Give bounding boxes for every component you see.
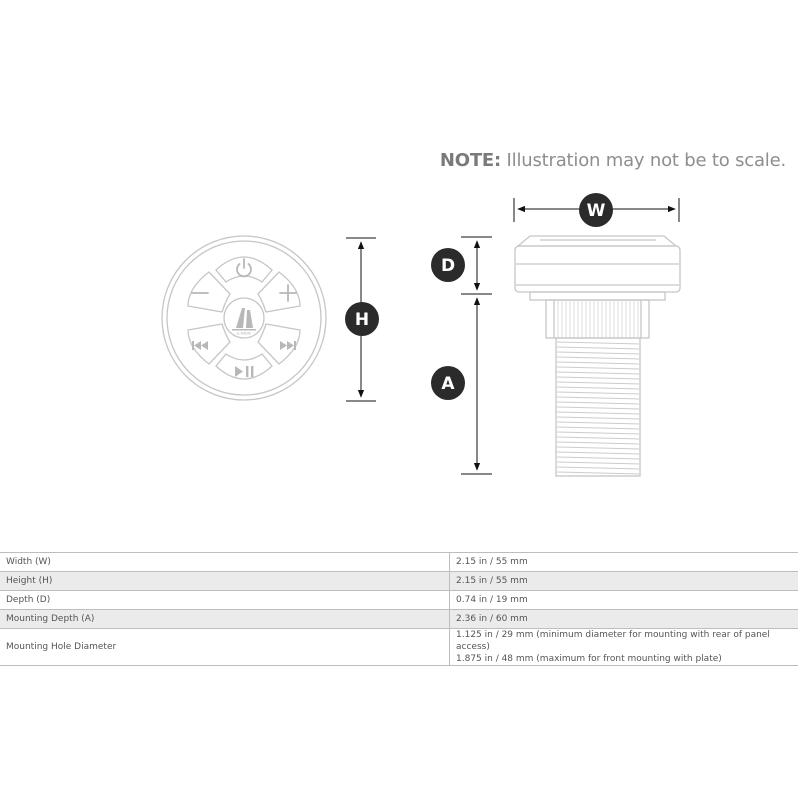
width-label: W	[586, 201, 606, 221]
thread-line	[557, 362, 639, 364]
thread-line	[557, 392, 639, 394]
thread-line	[557, 402, 639, 404]
power-icon	[237, 259, 251, 276]
thread-line	[557, 447, 639, 449]
spec-label: Width (W)	[0, 553, 450, 572]
spec-value: 0.74 in / 19 mm	[450, 591, 799, 610]
thread-line	[557, 457, 639, 459]
play-pause-button[interactable]	[216, 354, 272, 379]
table-row	[0, 572, 798, 591]
spec-value-line: 1.875 in / 48 mm (maximum for front mounting with plate)	[456, 654, 722, 664]
thread-line	[557, 372, 639, 374]
thread-line	[557, 437, 639, 439]
note-label: NOTE:	[439, 150, 502, 171]
thread-line	[557, 412, 639, 414]
thread-line	[557, 367, 639, 369]
knurled-collar	[546, 300, 649, 338]
thread-line	[557, 442, 639, 444]
table-row	[0, 629, 798, 666]
thread-line	[557, 432, 639, 434]
volume-down-button[interactable]	[188, 272, 230, 312]
jl-logo-icon	[232, 308, 256, 331]
thread-line	[557, 352, 639, 354]
thread-line	[557, 467, 639, 469]
table-row	[0, 591, 798, 610]
spec-label: Mounting Depth (A)	[0, 610, 450, 629]
spec-value: 2.15 in / 55 mm	[450, 572, 799, 591]
spec-label: Depth (D)	[0, 591, 450, 610]
logo-text: JL AUDIO	[236, 331, 252, 336]
thread-line	[557, 417, 639, 419]
cap-top	[518, 236, 676, 246]
thread-line	[557, 407, 639, 409]
depth-dimension	[461, 237, 492, 294]
specs-table	[0, 552, 798, 666]
thread-line	[557, 427, 639, 429]
mounting-depth-label: A	[441, 374, 455, 394]
thread-line	[557, 387, 639, 389]
mounting-depth-dimension	[461, 298, 492, 474]
remote-side-view	[515, 236, 680, 476]
next-track-button[interactable]	[258, 324, 300, 364]
volume-up-button[interactable]	[258, 272, 300, 312]
thread-line	[557, 397, 639, 399]
height-label: H	[354, 310, 370, 330]
thread-line	[557, 377, 639, 379]
thread-line	[557, 422, 639, 424]
spec-label: Mounting Hole Diameter	[0, 629, 450, 666]
thread-line	[557, 342, 639, 344]
knurl-lines	[558, 301, 638, 337]
table-row	[0, 553, 798, 572]
spec-label: Height (H)	[0, 572, 450, 591]
spec-value-line: 1.125 in / 29 mm (minimum diameter for mounting with rear of panel access)	[456, 630, 770, 652]
play-pause-icon	[235, 366, 253, 377]
spec-value	[450, 629, 799, 666]
thread-line	[557, 472, 639, 474]
note-text: Illustration may not be to scale.	[501, 150, 786, 171]
previous-track-button[interactable]	[188, 324, 230, 364]
spec-value: 2.15 in / 55 mm	[450, 553, 799, 572]
depth-label: D	[440, 256, 456, 276]
table-row	[0, 610, 798, 629]
thread-line	[557, 357, 639, 359]
thread-line	[557, 382, 639, 384]
spec-value: 2.36 in / 60 mm	[450, 610, 799, 629]
thread-line	[557, 462, 639, 464]
thread-lines	[557, 342, 639, 474]
thread-line	[557, 452, 639, 454]
thread-line	[557, 347, 639, 349]
